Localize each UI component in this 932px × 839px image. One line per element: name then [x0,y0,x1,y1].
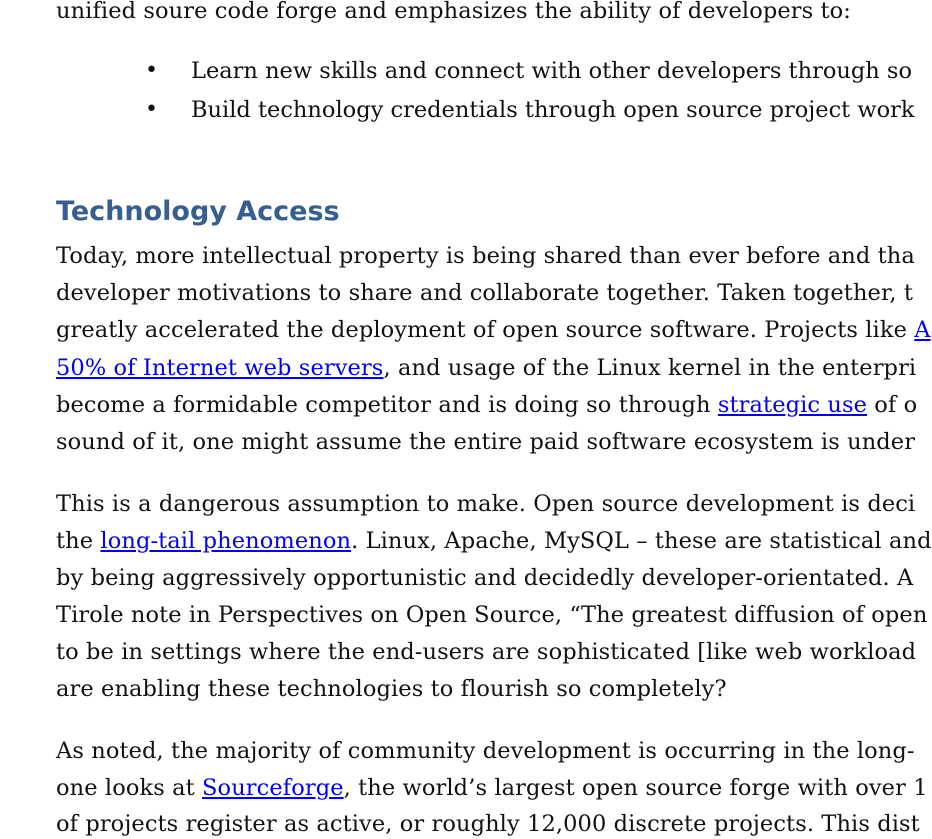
paragraph-line: developer motivations to share and collaborate together. Taken together, t [56,280,913,306]
paragraph-line [56,526,932,556]
paragraph-line: As noted, the majority of community development is occurring in the long- [56,738,915,764]
line-text: greatly accelerated the deployment of open source software. Projects like [56,317,915,343]
intro-line: unified soure code forge and emphasizes the ability of developers to: [56,0,851,24]
paragraph-line [56,353,916,383]
sourceforge-link[interactable]: Sourceforge [202,775,344,801]
line-text: . Linux, Apache, MySQL – these are statistical and [351,528,932,554]
strategic-use-link[interactable]: strategic use [717,392,868,418]
bullet-text: Learn new skills and connect with other developers through so [191,58,913,84]
web-servers-link[interactable]: 50% of Internet web servers [56,355,384,381]
paragraph-line [56,390,917,420]
apache-link[interactable]: A [914,317,931,343]
paragraph-line: to be in settings where the end-users are sophisticated [like web workload [56,639,917,665]
paragraph-line: by being aggressively opportunistic and decidedly developer-orientated. A [56,565,914,591]
line-text: of o [867,392,918,418]
line-text: one looks at [56,775,203,801]
paragraph-line: are enabling these technologies to flourish so completely? [56,676,727,702]
paragraph-line: sound of it, one might assume the entire paid software ecosystem is under [56,429,916,455]
paragraph-line: Today, more intellectual property is being shared than ever before and tha [56,243,915,269]
long-tail-link[interactable]: long-tail phenomenon [100,528,352,554]
bullet-text: Build technology credentials through open source project work [191,97,915,123]
line-text: , the world’s largest open source forge with over 1 [343,775,928,801]
bullet-marker: • [145,58,158,83]
paragraph-line: Tirole note in Perspectives on Open Source, “The greatest diffusion of open [56,602,928,628]
line-text: the [56,528,101,554]
section-heading: Technology Access [56,196,340,227]
paragraph-line [56,773,928,803]
paragraph-line [56,315,931,345]
line-text: become a formidable competitor and is doing so through [56,392,718,418]
paragraph-line: of projects register as active, or roughly 12,000 discrete projects. This dist [56,811,920,837]
line-text: , and usage of the Linux kernel in the enterpri [383,355,917,381]
bullet-marker: • [145,97,158,122]
paragraph-line: This is a dangerous assumption to make. Open source development is deci [56,491,916,517]
